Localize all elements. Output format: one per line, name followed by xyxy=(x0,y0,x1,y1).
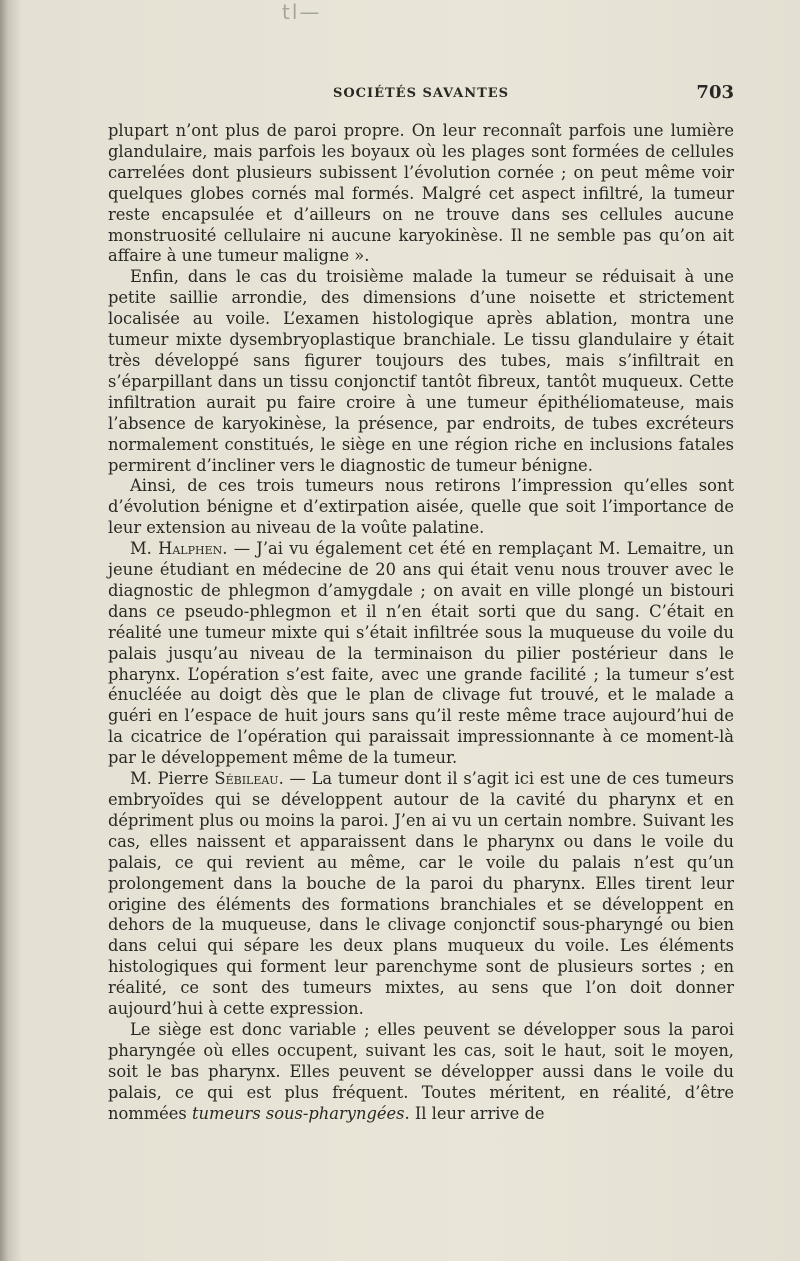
page-header xyxy=(108,82,734,106)
running-head: SOCIÉTÉS SAVANTES xyxy=(332,86,510,101)
paragraph-conclusion xyxy=(108,476,734,539)
speaker-prefix: M. Pierre xyxy=(130,769,215,789)
pencil-mark: tl— xyxy=(282,0,322,24)
paragraph-text: Enfin, dans le cas du troisième malade la tumeur se réduisait à une petite saillie arrondie, des dimensions d’une noisette et strictement localisée au voile. L’examen histologique après ablation, montra une tumeur mixte dysembryoplastique branchiale. Le tissu glandulaire y était très développé sans figurer toujours des tubes, mais s’infiltrait en s’éparpillant dans un tissu conjonctif tantôt fibreux, tantôt muqueux. Cette infiltration aurait pu faire croire à une tumeur épithéliomateuse, mais l’absence de karyokinèse, la présence, par endroits, de tubes excréteurs normalement constitués, le siège en une région riche en inclusions fatales permirent d’incliner vers le diagnostic de tumeur bénigne. xyxy=(108,267,734,475)
page-number: 703 xyxy=(696,82,734,103)
body-text xyxy=(108,121,734,1125)
paragraph-text: . — La tumeur dont il s’agit ici est une de ces tumeurs embryoïdes qui se développent autour de la cavité du pharynx et en dépriment plus ou moins la paroi. J’en ai vu un certain nombre. Suivant les cas, elles naissent et apparaissent dans le pharynx ou dans le voile du palais, ce qui revient au même, car le voile du palais n’est qu’un prolongement dans la bouche de la paroi du pharynx. Elles tirent leur origine des éléments des formations branchiales et se développent en dehors de la muqueuse, dans le clivage conjonctif sous-pharyngé ou bien dans celui qui sépare les deux plans muqueux du voile. Les éléments histologiques qui forment leur parenchyme sont de plusieurs sortes ; en réalité, ce sont des tumeurs mixtes, au sens que l’on doit donner aujourd’hui à cette expression. xyxy=(108,769,734,1019)
paragraph-text: . — J’ai vu également cet été en remplaçant M. Lemaitre, un jeune étudiant en médecine de 20 ans qui était venu nous trouver avec le diagnostic de phlegmon d’amygdale ; on avait en ville plongé un bistouri dans ce pseudo-phlegmon et il n’en était sorti que du sang. C’était en réalité une tumeur mixte qui s’était infiltrée sous la muqueuse du voile du palais jusqu’au niveau de la terminaison du pilier postérieur dans le pharynx. L’opération s’est faite, avec une grande facilité ; la tumeur s’est énucléée au doigt dès que le plan de clivage fut trouvé, et le malade a guéri en l’espace de huit jours sans qu’il reste même trace aujourd’hui de la cicatrice de l’opération qui paraissait impressionnante à ce moment-là par le développement même de la tumeur. xyxy=(108,539,734,768)
paragraph-text: Ainsi, de ces trois tumeurs nous retirons l’impression qu’elles sont d’évolution bénigne et d’extirpation aisée, quelle que soit l’importance de leur extension au niveau de la voûte palatine. xyxy=(108,476,734,538)
paragraph-text: Le siège est donc variable ; elles peuvent se développer sous la paroi pharyngée où elles occupent, suivant les cas, soit le haut, soit le moyen, soit le bas pharynx. Elles peuvent se développer aussi dans le voile du palais, ce qui est plus fréquent. Toutes méritent, en réalité, d’être nommées xyxy=(108,1019,734,1123)
paragraph-tail: . Il leur arrive de xyxy=(404,1103,545,1123)
paragraph-siege xyxy=(108,1020,734,1125)
paragraph-halphen xyxy=(108,539,734,769)
speaker-name: Halphen xyxy=(158,539,223,559)
paragraph-sebileau xyxy=(108,769,734,1020)
speaker-name: Sébileau xyxy=(214,769,279,789)
italic-term: tumeurs sous-pharyngées xyxy=(191,1103,405,1123)
paragraph-continuation xyxy=(108,121,734,267)
paragraph-third-patient xyxy=(108,267,734,476)
paragraph-text: plupart n’ont plus de paroi propre. On leur reconnaît parfois une lumière glandulaire, mais parfois les boyaux où les plages sont formées de cellules carrelées dont plusieurs subissent l’évolution cornée ; on peut même voir quelques globes cornés mal formés. Malgré cet aspect infiltré, la tumeur reste encapsulée et d’ailleurs on ne trouve dans ses cellules aucune monstruosité cellulaire ni aucune karyokinèse. Il ne semble pas qu’on ait affaire à une tumeur maligne ». xyxy=(108,121,734,266)
speaker-prefix: M. xyxy=(130,539,159,559)
